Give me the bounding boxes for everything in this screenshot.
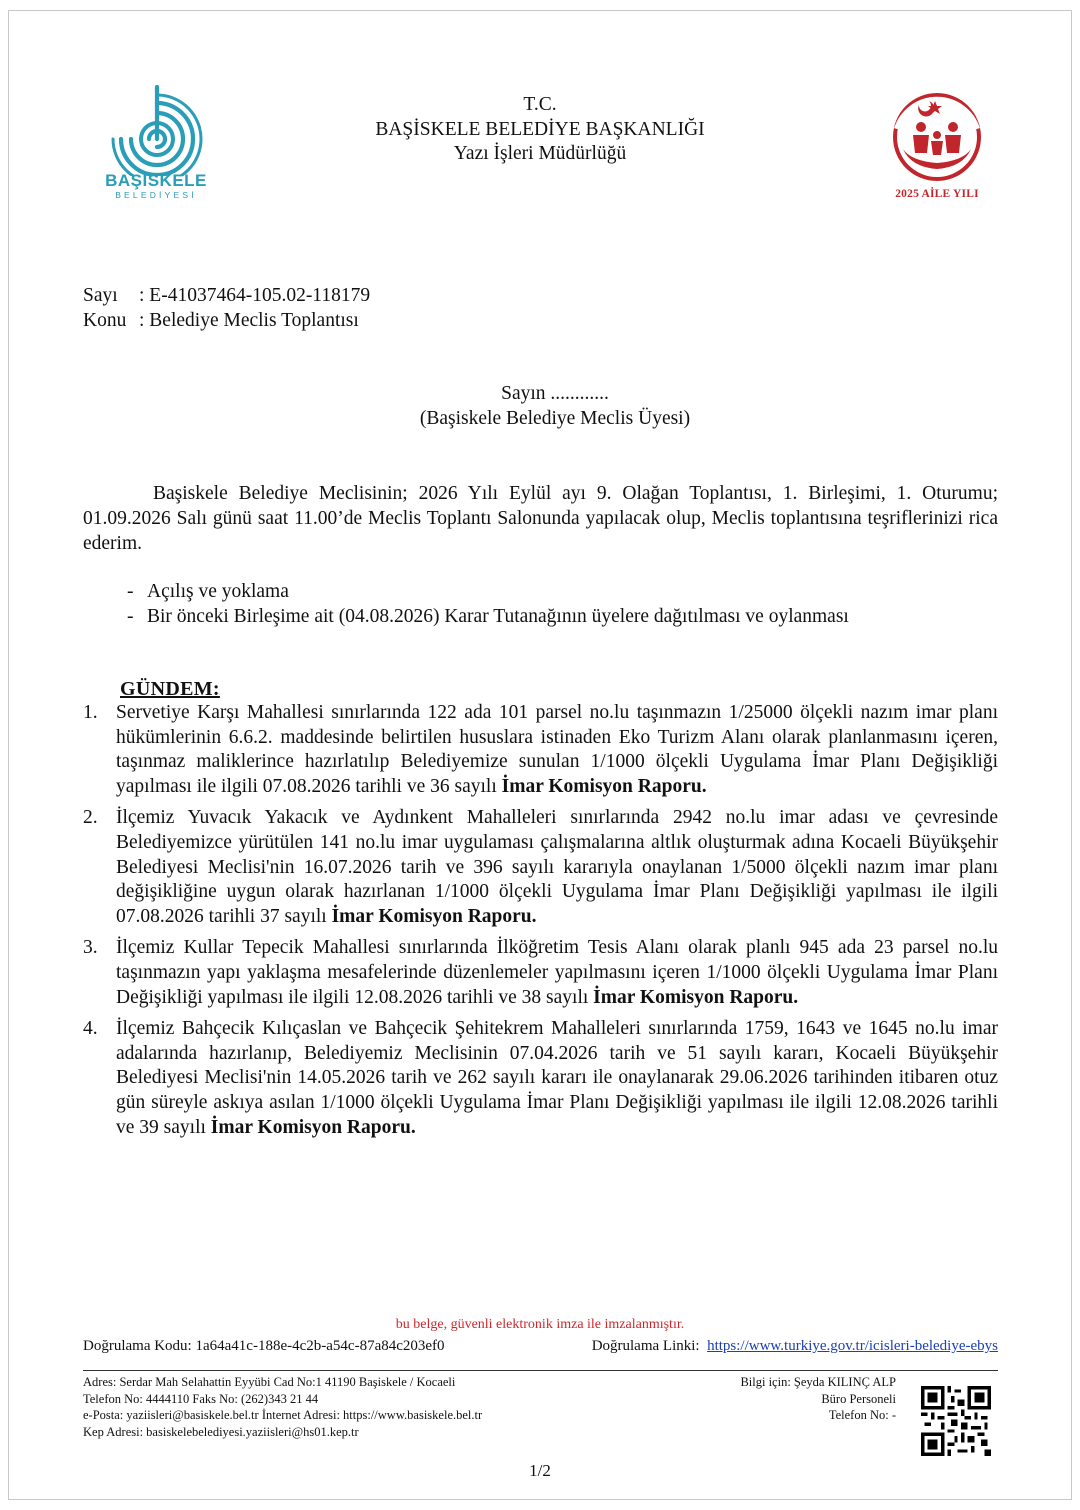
agenda-item-body: İlçemiz Yuvacık Yakacık ve Aydınkent Mahalleleri sınırlarında 2942 no.lu imar adası ve çevresinde Belediyemizce yürütülen 141 no.lu imar uygulaması çalışmalarına altlık oluşturmak adına Kocaeli Büyükşehir Belediyesi Meclisi'nin 16.07.2026 tarih ve 396 sayılı kararıyla onaylanan 1/5000 ölçekli nazım imar planı değişikliğine uygun olarak hazırlanan 1/1000 ölçekli Uygulama İmar Planı Değişikliği yapılması ile ilgili 07.08.2026 tarihli 37 sayılı — [116, 807, 998, 927]
bullet-dash: - — [127, 606, 134, 627]
contact-block — [649, 1374, 896, 1424]
agenda-title: GÜNDEM: — [120, 678, 220, 700]
kep-line: Kep Adresi: basiskelebelediyesi.yaziisleri@hs01.kep.tr — [83, 1424, 359, 1439]
agenda-item-bold: İmar Komisyon Raporu. — [593, 986, 799, 1008]
qr-code-icon — [921, 1386, 991, 1456]
agenda-item-text — [116, 936, 998, 1010]
verification-link[interactable]: https://www.turkiye.gov.tr/icisleri-belediye-ebys — [707, 1338, 998, 1354]
address-line: Adres: Serdar Mah Selahattin Eyyübi Cad No:1 41190 Başiskele / Kocaeli — [83, 1375, 456, 1389]
letterhead-line-2: BAŞİSKELE BELEDİYE BAŞKANLIĞI — [375, 118, 705, 140]
agenda-item-number: 2. — [83, 807, 98, 829]
basiskele-spiral-icon — [97, 81, 217, 176]
verification-row — [83, 1338, 998, 1355]
salutation — [9, 381, 1071, 431]
agenda-item — [83, 806, 998, 929]
phone-line: Telefon No: 4444110 Faks No: (262)343 21 44 — [83, 1391, 319, 1406]
agenda-item-body: İlçemiz Kullar Tepecik Mahallesi sınırlarında İlköğretim Tesis Alanı olarak planlı 945 ada 23 parsel no.lu taşınmazın yapı yaklaşma mesafelerinde düzenlemeler yapılmasını içeren 1/1000 ölçekli Uygulama İmar Planı Değişikliği yapılması ile ilgili 12.08.2026 tarihli ve 38 sayılı — [116, 937, 998, 1008]
salutation-line-2: (Başiskele Belediye Meclis Üyesi) — [419, 408, 691, 429]
bullet-text: Bir önceki Birleşime ait (04.08.2026) Karar Tutanağının üyelere dağıtılması ve oylanması — [147, 606, 849, 627]
page-number: 1/2 — [529, 1461, 551, 1480]
intro-paragraph: Başiskele Belediye Meclisinin; 2026 Yılı Eylül ayı 9. Olağan Toplantısı, 1. Birleşimi, 1. Oturumu; 01.09.2026 Salı günü saat 11.00’de Meclis Toplantı Salonunda yapılacak olup, Meclis toplantısına teşriflerinizi rica ederim. — [83, 483, 998, 554]
contact-phone: Telefon No: - — [828, 1408, 896, 1422]
agenda-item-bold: İmar Komisyon Raporu. — [210, 1116, 416, 1138]
sayi-label: Sayı — [83, 285, 118, 306]
agenda-item-body: Servetiye Karşı Mahallesi sınırlarında 122 ada 101 parsel no.lu taşınmazın 1/25000 ölçekli nazım imar planı hükümlerinin 6.6.2. maddesinde belirtilen hususlara istinaden Eko Turizm Alanı olarak planlanmasını içeren, taşınmaz maliklerince hazırlatılıp Belediyemize sunulan 1/1000 ölçekli Uygulama İmar Planı Değişikliği yapılması ile ilgili 07.08.2026 tarihli ve 36 sayılı — [116, 702, 998, 797]
aile-yili-caption: 2025 AİLE YILI — [895, 188, 979, 200]
agenda-item-text — [116, 806, 998, 929]
agenda-item-text — [116, 1017, 998, 1140]
agenda-item-number: 4. — [83, 1018, 98, 1040]
list-item — [127, 604, 849, 629]
address-block — [83, 1374, 482, 1440]
contact-person: Bilgi için: Şeyda KILINÇ ALP — [740, 1375, 896, 1389]
konu-label: Konu — [83, 310, 127, 331]
agenda-item-bold: İmar Komisyon Raporu. — [331, 905, 537, 927]
list-item — [127, 579, 849, 604]
contact-title: Büro Personeli — [821, 1391, 896, 1406]
agenda-item — [83, 701, 998, 799]
agenda-list — [83, 701, 998, 1147]
aile-yili-logo — [877, 91, 997, 211]
agenda-item-number: 3. — [83, 937, 98, 959]
agenda-item-bold: İmar Komisyon Raporu. — [501, 775, 707, 797]
verification-link-label: Doğrulama Linki: — [591, 1338, 700, 1354]
bullet-dash: - — [127, 581, 134, 602]
letterhead-line-3: Yazı İşleri Müdürlüğü — [453, 143, 627, 164]
document-page — [8, 10, 1072, 1500]
bullet-text: Açılış ve yoklama — [147, 581, 289, 602]
agenda-item-body: İlçemiz Bahçecik Kılıçaslan ve Bahçecik Şehitekrem Mahalleleri sınırlarında 1759, 1643 ve 1645 no.lu imar adalarında hazırlanıp, Belediyemiz Meclisinin 07.04.2026 tarih ve 51 sayılı kararı, Kocaeli Büyükşehir Belediyesi Meclisi'nin 14.05.2026 tarih ve 262 sayılı kararı ile onaylanarak 29.06.2026 tarihinden itibaren otuz gün süreyle askıya asılan 1/1000 ölçekli Uygulama İmar Planı Değişikliği yapılması ile ilgili 12.08.2026 tarihli ve 39 sayılı — [116, 1018, 998, 1138]
letterhead — [279, 93, 801, 167]
agenda-item — [83, 936, 998, 1010]
email-line: e-Posta: yaziisleri@basiskele.bel.tr İnternet Adresi: https://www.basiskele.bel.tr — [83, 1408, 483, 1422]
verification-link-group — [592, 1338, 998, 1355]
document-meta — [83, 283, 370, 333]
agenda-item-text — [116, 701, 998, 799]
konu-value: : Belediye Meclis Toplantısı — [139, 310, 359, 331]
agenda-item-number: 1. — [83, 702, 98, 723]
agenda-item — [83, 1017, 998, 1140]
sayi-value: : E-41037464-105.02-118179 — [139, 285, 371, 306]
salutation-line-1: Sayın ............ — [501, 383, 609, 404]
brand-sub: BELEDİYESİ — [115, 190, 197, 200]
esign-note: bu belge, güvenli elektronik imza ile imzalanmıştır. — [395, 1317, 685, 1332]
family-emblem-icon — [877, 91, 997, 189]
brand-name: BAŞİSKELE — [105, 171, 207, 190]
opening-bullets — [127, 579, 849, 629]
basiskele-brand-text — [96, 171, 216, 200]
letterhead-line-1: T.C. — [523, 94, 557, 115]
footer-divider — [83, 1370, 998, 1371]
verification-code: Doğrulama Kodu: 1a64a41c-188e-4c2b-a54c-87a84c203ef0 — [83, 1338, 445, 1354]
